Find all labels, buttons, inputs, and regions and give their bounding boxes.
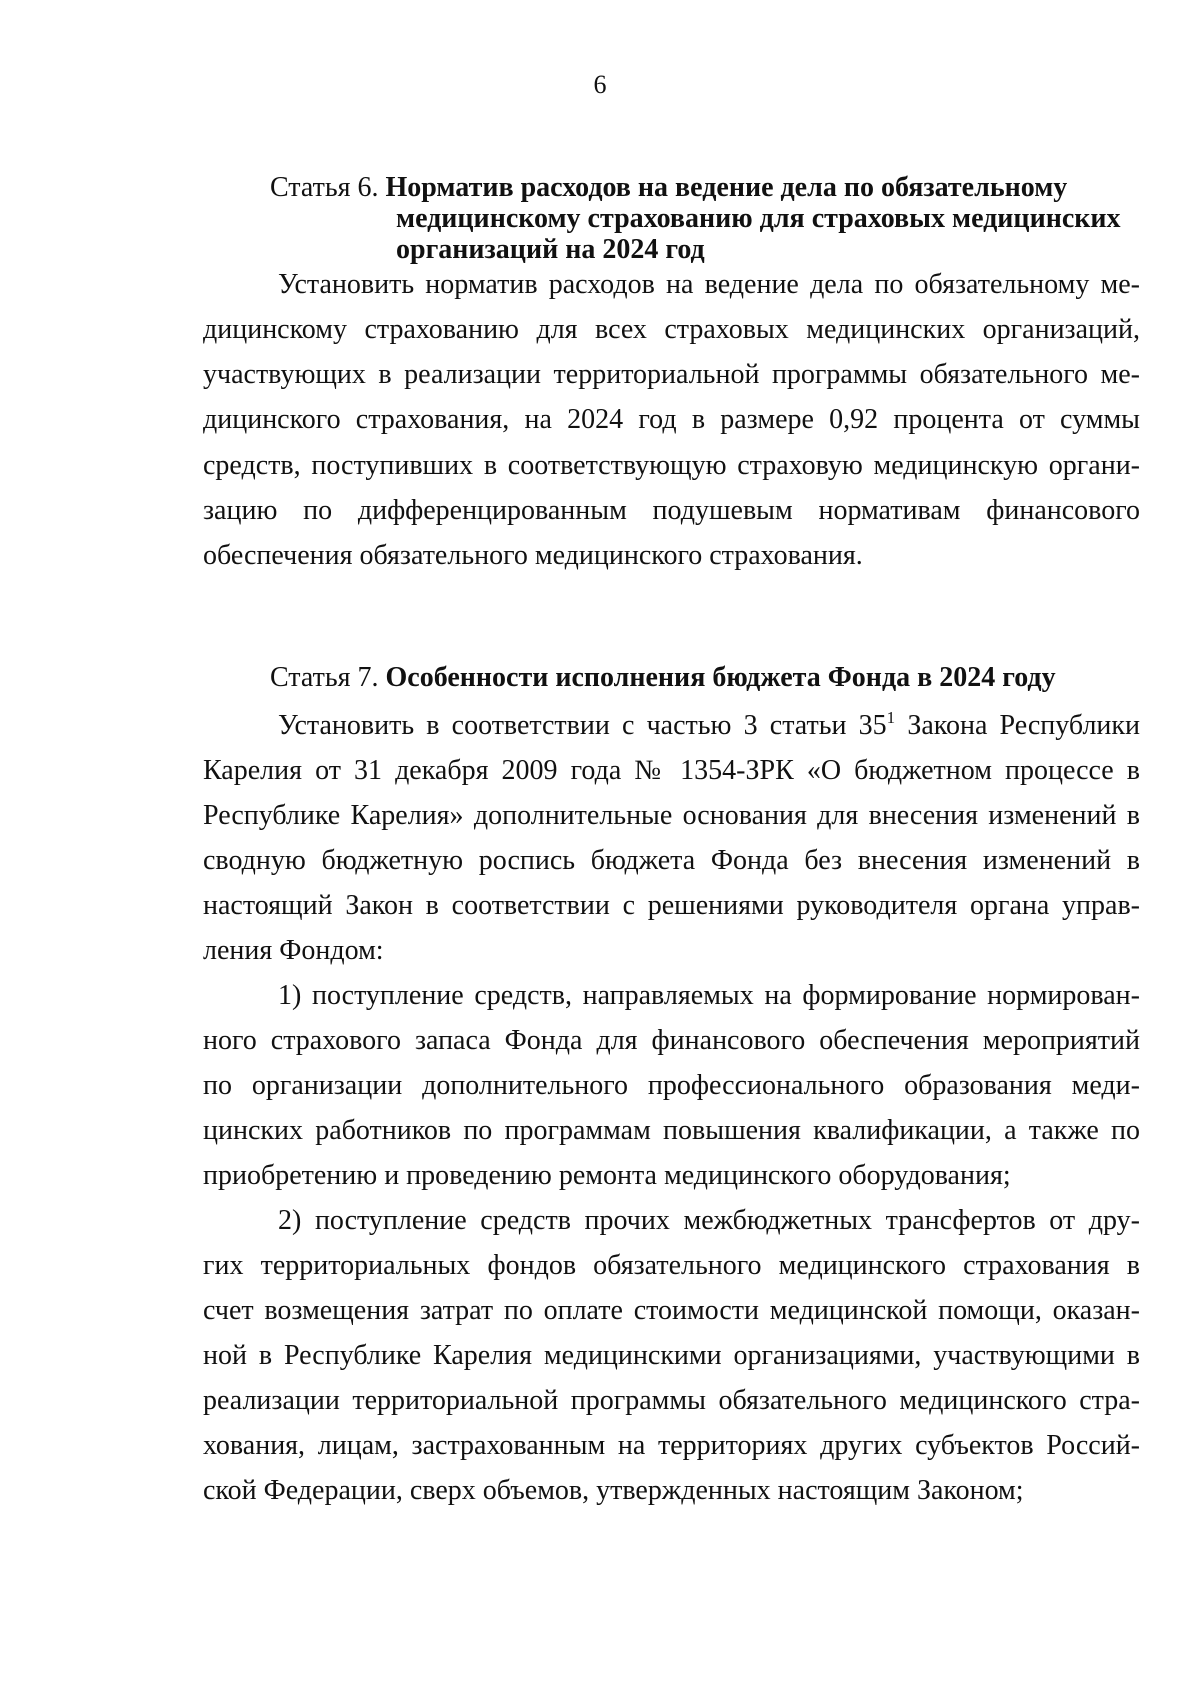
article-6-heading	[270, 172, 1140, 265]
article-7-intro-line	[278, 706, 1140, 746]
article-6-paragraph-line: обеспечения обязательного медицинского страхования.	[203, 540, 863, 571]
article-6-paragraph-line: зацию по дифференцированным подушевым нормативам финансового	[203, 495, 1140, 526]
article-6-title-line-2: медицинскому страхованию для страховых медицинских	[396, 203, 1121, 234]
page-number: 6	[593, 70, 607, 99]
item-2-line: хования, лицам, застрахованным на территориях других субъектов Россий-	[203, 1430, 1140, 1461]
superscript-number: 1	[886, 708, 896, 727]
item-2-line: счет возмещения затрат по оплате стоимости медицинской помощи, оказан-	[203, 1295, 1140, 1326]
article-7-intro-line: настоящий Закон в соответствии с решениями руководителя органа управ-	[203, 890, 1140, 921]
article-6-paragraph-line: дицинскому страхованию для всех страховых медицинских организаций,	[203, 314, 1140, 345]
article-6-title-line-3: организаций на 2024 год	[396, 234, 705, 265]
item-2-line: реализации территориальной программы обязательного медицинского стра-	[203, 1385, 1140, 1416]
item-2-line: ской Федерации, сверх объемов, утвержденных настоящим Законом;	[203, 1475, 1024, 1506]
article-6-paragraph-line: Установить норматив расходов на ведение дела по обязательному ме-	[278, 269, 1140, 300]
article-7-heading	[270, 662, 1140, 693]
item-2-line: ной в Республике Карелия медицинскими организациями, участвующими в	[203, 1340, 1140, 1371]
article-7-intro-line: ления Фондом:	[203, 935, 384, 966]
article-6-number: Статья 6.	[270, 172, 379, 203]
intro-text-after-superscript: Закона Республики	[895, 710, 1140, 741]
item-2-line: 2) поступление средств прочих межбюджетных трансфертов от дру-	[278, 1205, 1140, 1236]
item-1-line: приобретению и проведению ремонта медицинского оборудования;	[203, 1160, 1011, 1191]
article-7-title: Особенности исполнения бюджета Фонда в 2024 году	[385, 662, 1056, 693]
article-7-intro-line: Республике Карелия» дополнительные основания для внесения изменений в	[203, 800, 1140, 831]
article-7-intro-line: Карелия от 31 декабря 2009 года № 1354-ЗРК «О бюджетном процессе в	[203, 755, 1140, 786]
item-1-line: ного страхового запаса Фонда для финансового обеспечения мероприятий	[203, 1025, 1140, 1056]
item-1-line: цинских работников по программам повышения квалификации, а также по	[203, 1115, 1140, 1146]
item-2-line: гих территориальных фондов обязательного медицинского страхования в	[203, 1250, 1140, 1281]
item-1-line: по организации дополнительного профессионального образования меди-	[203, 1070, 1140, 1101]
article-7-number: Статья 7.	[270, 662, 379, 693]
article-6-paragraph-line: участвующих в реализации территориальной программы обязательного ме-	[203, 359, 1140, 390]
article-7-intro-line: сводную бюджетную роспись бюджета Фонда без внесения изменений в	[203, 845, 1140, 876]
article-6-paragraph-line: средств, поступивших в соответствующую страховую медицинскую органи-	[203, 450, 1140, 481]
intro-text-before-superscript: Установить в соответствии с частью 3 статьи 35	[278, 710, 887, 741]
article-6-paragraph-line: дицинского страхования, на 2024 год в размере 0,92 процента от суммы	[203, 404, 1140, 435]
article-6-title-line-1: Норматив расходов на ведение дела по обязательному	[385, 172, 1068, 203]
item-1-line: 1) поступление средств, направляемых на формирование нормирован-	[278, 980, 1140, 1011]
